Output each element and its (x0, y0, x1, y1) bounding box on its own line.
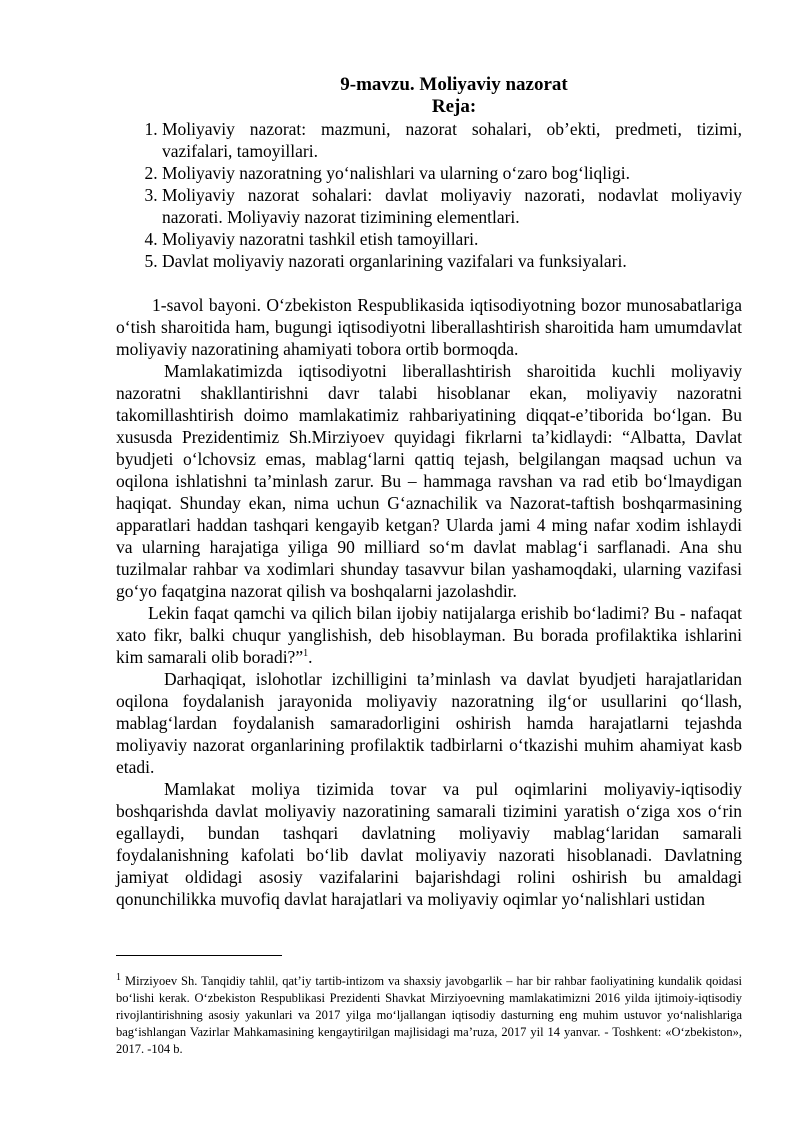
footnote-reference[interactable]: 1 (303, 648, 309, 660)
paragraph: Mamlakat moliya tizimida tovar va pul oqimlarini moliyaviy-iqtisodiy boshqarishda davlat moliyaviy nazoratining samarali tizimini yaratish o‘ziga xos o‘rin egallaydi, bundan tashqari davlatning moliyaviy mablag‘laridan samarali foydalanishning kafolati bo‘lib davlat moliyaviy nazorati hisoblanadi. Davlatning jamiyat oldidagi asosiy vazifalarini bajarishdagi rolini oshirish bu amaldagi qonunchilikka muvofiq davlat harajatlari va moliyaviy oqimlar yo‘nalishlari ustidan (116, 779, 742, 909)
footnote-marker: 1 (116, 971, 121, 983)
plan-list (116, 118, 742, 272)
plan-item: 5. Davlat moliyaviy nazorati organlarining vazifalari va funksiyalari. (162, 250, 742, 272)
footnote-text: Mirziyoev Sh. Tanqidiy tahlil, qat’iy tartib-intizom va shaxsiy javobgarlik – har bir rahbar faoliyatining kundalik qoidasi bo‘lishi kerak. O‘zbekiston Respublikasi Prezidenti Shavkat Mirziyoevning mamlakatimizni 2016 yilda ijtimoiy-iqtisodiy rivojlantirishning asosiy yakunlari va 2017 yilga mo‘ljallangan iqtisodiy dasturning eng muhim ustuvor yo‘nalishlariga bag‘ishlangan Vazirlar Mahkamasining kengaytirilgan majlisidagi ma’ruza, 2017 yil 14 yanvar. - Toshkent: «O‘zbekiston», 2017. -104 b. (116, 974, 742, 1056)
footnote (116, 973, 742, 1058)
paragraph-text: Lekin faqat qamchi va qilich bilan ijobiy natijalarga erishib bo‘ladimi? Bu - nafaqat xato fikr, balki chuqur yanglishish, deb hisoblayman. Bu borada profilaktika ishlarini kim samarali olib boradi?” (116, 603, 742, 667)
document-title: 9-mavzu. Moliyaviy nazorat (340, 74, 568, 95)
paragraph: Darhaqiqat, islohotlar izchilligini ta’minlash va davlat byudjeti harajatlaridan oqilona foydalanish jarayonida moliyaviy nazoratning ilg‘or usullarini qo‘llash, mablag‘lardan foydalanish samaradorligini oshirish hamda harajatlarni tejashda moliyaviy nazorat organlarining profilaktik tadbirlarni o‘tkazishi muhim ahamiyat kasb etadi. (116, 669, 742, 777)
paragraph: Mamlakatimizda iqtisodiyotni liberallashtirish sharoitida kuchli moliyaviy nazoratni shakllantirishni davr talabi hisoblanar ekan, moliyaviy nazoratni takomillashtirish doimo mamlakatimiz rahbariyatining diqqat-e’tiborida bo‘lgan. Bu xususda Prezidentimiz Sh.Mirziyoev quyidagi fikrlarni ta’kidlaydi: “Albatta, Davlat byudjeti o‘lchovsiz emas, mablag‘larni qattiq tejash, belgilangan maqsad uchun va oqilona ishlatishni ta’minlash zarur. Bu – hammaga ravshan va rad etib bo‘lmaydigan haqiqat. Shunday ekan, nima uchun G‘aznachilik va Nazorat-taftish boshqarmasining apparatlari haddan tashqari kengayib ketgan? Ularda jami 4 ming nafar xodim ishlaydi va ularning harajatiga yiliga 90 milliard so‘m davlat mablag‘i sarflanadi. Ana shu tuzilmalar rahbar va xodimlari shunday tasavvur bilan yashamoqdaki, ularning vazifasi go‘yo faqatgina nazorat qilish va boshqalarni jazolashdir. (116, 361, 742, 601)
plan-item: 4. Moliyaviy nazoratni tashkil etish tamoyillari. (162, 228, 742, 250)
plan-item: 3. Moliyaviy nazorat sohalari: davlat moliyaviy nazorati, nodavlat moliyaviy nazorati. Moliyaviy nazorat tizimining elementlari. (162, 184, 742, 228)
plan-heading: Reja: (431, 96, 477, 117)
plan-item: 1. Moliyaviy nazorat: mazmuni, nazorat sohalari, ob’ekti, predmeti, tizimi, vazifalari, tamoyillari. (162, 118, 742, 162)
footnote-ref-suffix: . (308, 647, 313, 667)
plan-item: 2. Moliyaviy nazoratning yo‘nalishlari va ularning o‘zaro bog‘liqligi. (162, 162, 742, 184)
paragraph-with-footnote-ref (116, 602, 742, 668)
page-content (116, 74, 742, 910)
footnote-separator (116, 955, 282, 956)
paragraph: 1-savol bayoni. O‘zbekiston Respublikasida iqtisodiyotning bozor munosabatlariga o‘tish sharoitida ham, bugungi iqtisodiyotni liberallashtirish sharoitida ham umumdavlat moliyaviy nazoratining ahamiyati tobora ortib bormoqda. (116, 295, 742, 359)
